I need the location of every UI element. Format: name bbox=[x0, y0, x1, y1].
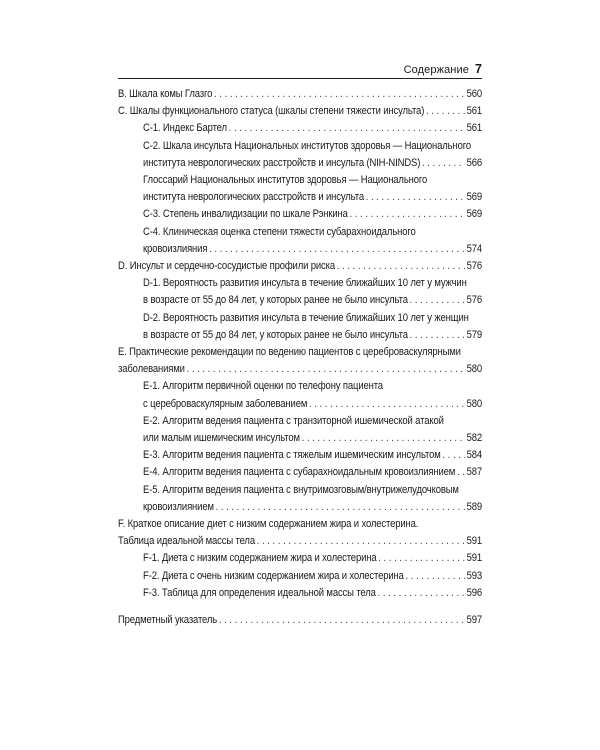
dot-leader bbox=[426, 103, 465, 120]
toc-entry-title-line: D. Инсульт и сердечно-сосудистые профили риска bbox=[118, 260, 336, 273]
toc-entry-page-number: 589 bbox=[466, 500, 482, 513]
dot-leader bbox=[214, 86, 465, 103]
dot-leader bbox=[378, 585, 465, 602]
toc-entry[interactable] bbox=[118, 310, 482, 344]
dot-leader bbox=[216, 499, 465, 516]
toc-entry-page-number: 580 bbox=[466, 363, 482, 376]
toc-entry-title-line: E-5. Алгоритм ведения пациента с внутримозговым/внутрижелудочковым bbox=[143, 483, 459, 496]
running-head-title: Содержание bbox=[403, 64, 469, 76]
toc-entry-title-line: C-1. Индекс Бартел bbox=[143, 122, 227, 135]
toc-entry-title-line: института неврологических расстройств и инсульта (NIH-NINDS) bbox=[143, 156, 421, 169]
toc-entry[interactable] bbox=[118, 138, 482, 172]
toc-entry[interactable] bbox=[118, 224, 482, 258]
toc-entry-page-number: 597 bbox=[466, 614, 482, 627]
dot-leader bbox=[410, 327, 465, 344]
dot-leader bbox=[337, 258, 465, 275]
dot-leader bbox=[209, 241, 465, 258]
toc-entry[interactable] bbox=[118, 550, 482, 567]
dot-leader bbox=[229, 120, 465, 137]
toc-entry-title-line: E-1. Алгоритм первичной оценки по телефону пациента bbox=[143, 380, 383, 393]
toc-entry-title-line: D-2. Вероятность развития инсульта в течение ближайших 10 лет у женщин bbox=[143, 311, 469, 324]
toc-entry[interactable] bbox=[118, 120, 482, 137]
toc-entry[interactable] bbox=[118, 86, 482, 103]
dot-leader bbox=[302, 430, 465, 447]
running-head-page-number: 7 bbox=[474, 62, 482, 76]
dot-leader bbox=[410, 292, 465, 309]
toc-entry-title-line: C. Шкалы функционального статуса (шкалы степени тяжести инсульта) bbox=[118, 105, 425, 118]
toc-entry-title-line: или малым ишемическим инсультом bbox=[143, 432, 300, 445]
dot-leader bbox=[378, 550, 465, 567]
table-of-contents bbox=[118, 86, 482, 629]
toc-entry-title-line: D-1. Вероятность развития инсульта в течение ближайших 10 лет у мужчин bbox=[143, 277, 467, 290]
toc-entry[interactable] bbox=[118, 585, 482, 602]
toc-entry-page-number: 576 bbox=[466, 294, 482, 307]
toc-entry[interactable] bbox=[118, 344, 482, 378]
dot-leader bbox=[309, 396, 465, 413]
header-rule bbox=[118, 78, 482, 79]
toc-entry-title-line: с цереброваскулярным заболеванием bbox=[143, 397, 308, 410]
toc-entry[interactable] bbox=[118, 378, 482, 412]
toc-entry-page-number: 561 bbox=[466, 105, 482, 118]
toc-entry-title-line: Предметный указатель bbox=[118, 614, 218, 627]
dot-leader bbox=[350, 206, 465, 223]
toc-entry-page-number: 584 bbox=[466, 449, 482, 462]
toc-entry-title-line: E-4. Алгоритм ведения пациента с субарахноидальным кровоизлиянием bbox=[143, 466, 456, 479]
toc-entry-title-line: в возрасте от 55 до 84 лет, у которых ранее не было инсульта bbox=[143, 328, 408, 341]
toc-entry[interactable] bbox=[118, 103, 482, 120]
toc-entry-title-line: F. Краткое описание диет с низким содержанием жира и холестерина. bbox=[118, 518, 419, 531]
dot-leader bbox=[187, 361, 465, 378]
toc-entry-title-line: E-3. Алгоритм ведения пациента с тяжелым ишемическим инсультом bbox=[143, 449, 441, 462]
dot-leader bbox=[442, 447, 464, 464]
toc-entry-title-line: кровоизлияния bbox=[143, 242, 208, 255]
toc-entry-title-line: E. Практические рекомендации по ведению пациентов с цереброваскулярными bbox=[118, 346, 461, 359]
running-head bbox=[404, 62, 482, 76]
toc-entry-page-number: 580 bbox=[466, 397, 482, 410]
toc-entry-title-line: C-3. Степень инвалидизации по шкале Рэнкина bbox=[143, 208, 348, 221]
toc-entry-title-line: заболеваниями bbox=[118, 363, 185, 376]
toc-entry-page-number: 591 bbox=[466, 535, 482, 548]
toc-entry-page-number: 574 bbox=[466, 242, 482, 255]
toc-entry-page-number: 561 bbox=[466, 122, 482, 135]
dot-leader bbox=[219, 612, 465, 629]
toc-entry-title-line: Таблица идеальной массы тела bbox=[118, 535, 255, 548]
toc-entry-title-line: Глоссарий Национальных институтов здоровья — Национального bbox=[143, 174, 428, 187]
toc-entry[interactable] bbox=[118, 447, 482, 464]
toc-entry-page-number: 569 bbox=[466, 191, 482, 204]
toc-entry[interactable] bbox=[118, 258, 482, 275]
toc-entry[interactable] bbox=[118, 464, 482, 481]
toc-entry-title-line: F-2. Диета с очень низким содержанием жира и холестерина bbox=[143, 569, 404, 582]
toc-entry-title-line: C-4. Клиническая оценка степени тяжести субарахноидального bbox=[143, 225, 416, 238]
toc-entry[interactable] bbox=[118, 568, 482, 585]
toc-entry-page-number: 566 bbox=[466, 156, 482, 169]
toc-entry[interactable] bbox=[118, 612, 482, 629]
toc-entry-title-line: E-2. Алгоритм ведения пациента с транзиторной ишемической атакой bbox=[143, 414, 444, 427]
toc-entry[interactable] bbox=[118, 206, 482, 223]
toc-entry-title-line: института неврологических расстройств и инсульта bbox=[143, 191, 364, 204]
toc-entry[interactable] bbox=[118, 275, 482, 309]
toc-entry-page-number: 582 bbox=[466, 432, 482, 445]
toc-entry-title-line: B. Шкала комы Глазго bbox=[118, 88, 213, 100]
dot-leader bbox=[422, 155, 465, 172]
toc-entry-page-number: 593 bbox=[466, 569, 482, 582]
dot-leader bbox=[366, 189, 465, 206]
toc-entry[interactable] bbox=[118, 413, 482, 447]
dot-leader bbox=[406, 568, 465, 585]
toc-entry[interactable] bbox=[118, 172, 482, 206]
toc-entry-page-number: 560 bbox=[466, 88, 482, 100]
toc-entry-title-line: кровоизлиянием bbox=[143, 500, 214, 513]
toc-entry-page-number: 576 bbox=[466, 260, 482, 273]
toc-entry[interactable] bbox=[118, 482, 482, 516]
toc-entry[interactable] bbox=[118, 533, 482, 550]
dot-leader bbox=[457, 464, 465, 481]
toc-entry-page-number: 591 bbox=[466, 552, 482, 565]
toc-entry-page-number: 569 bbox=[466, 208, 482, 221]
dot-leader bbox=[257, 533, 465, 550]
toc-entry-title-line: F-1. Диета с низким содержанием жира и холестерина bbox=[143, 552, 377, 565]
toc-entry-page-number: 579 bbox=[466, 328, 482, 341]
toc-entry[interactable] bbox=[118, 516, 482, 533]
toc-entry-title-line: C-2. Шкала инсульта Национальных институтов здоровья — Национального bbox=[143, 139, 471, 152]
toc-entry-title-line: в возрасте от 55 до 84 лет, у которых ранее не было инсульта bbox=[143, 294, 408, 307]
toc-entry-page-number: 587 bbox=[466, 466, 482, 479]
toc-entry-page-number: 596 bbox=[466, 586, 482, 599]
toc-entry-title-line: F-3. Таблица для определения идеальной массы тела bbox=[143, 586, 376, 599]
